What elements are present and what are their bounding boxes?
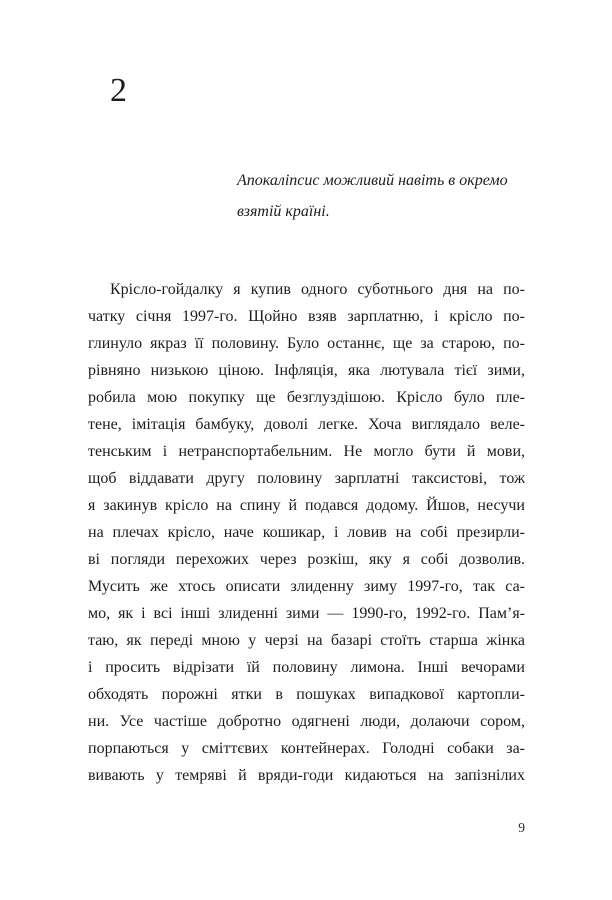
page-number: 9: [518, 820, 525, 835]
chapter-number: 2: [110, 72, 127, 109]
body-line: ві погляди перехожих через розкіш, яку я собі дозволив.: [88, 551, 525, 568]
body-line: робила мою покупку ще безглуздішою. Крісло було пле-: [88, 389, 525, 406]
body-line: вивають у темряві й вряди-годи кидаються на запізнілих: [88, 767, 525, 784]
body-line: мо, як і всі інші злиденні зими — 1990-го, 1992-го. Пам’я-: [88, 605, 525, 622]
body-paragraph: [88, 276, 525, 789]
body-line: Мусить же хтось описати злиденну зиму 1997-го, так са-: [88, 578, 525, 595]
body-line: рівняно низькою ціною. Інфляція, яка лютувала тієї зими,: [88, 362, 525, 379]
body-line: чатку січня 1997-го. Щойно взяв зарплатню, і крісло по-: [88, 308, 525, 325]
body-line: тене, імітація бамбуку, доволі легке. Хоча виглядало веле-: [88, 416, 525, 433]
body-line: порпаються у сміттєвих контейнерах. Голодні собаки за-: [88, 740, 525, 757]
epigraph-line: взятій країні.: [237, 202, 330, 220]
body-line: ни. Усе частіше добротно одягнені люди, долаючи сором,: [88, 713, 525, 730]
body-line: Крісло-гойдалку я купив одного суботнього дня на по-: [110, 281, 525, 298]
body-line: обходять порожні ятки в пошуках випадкової картопли-: [88, 686, 525, 703]
body-line: таю, як переді мною у черзі на базарі стоїть старша жінка: [88, 632, 525, 649]
body-line: щоб віддавати другу половину зарплатні таксистові, тож: [88, 470, 525, 487]
epigraph-line: Апокаліпсис можливий навіть в окремо: [237, 172, 508, 189]
body-line: глинуло якраз її половину. Було останнє, ще за старою, по-: [88, 335, 525, 352]
epigraph: [237, 166, 537, 227]
body-line: я закинув крісло на спину й подався додому. Йшов, несучи: [88, 497, 525, 514]
body-line: на плечах крісло, наче кошикар, і ловив на собі презирли-: [88, 524, 525, 541]
body-line: тенським і нетранспортабельним. Не могло бути й мови,: [88, 443, 525, 460]
body-line: і просить відрізати їй половину лимона. Інші вечорами: [88, 659, 525, 676]
